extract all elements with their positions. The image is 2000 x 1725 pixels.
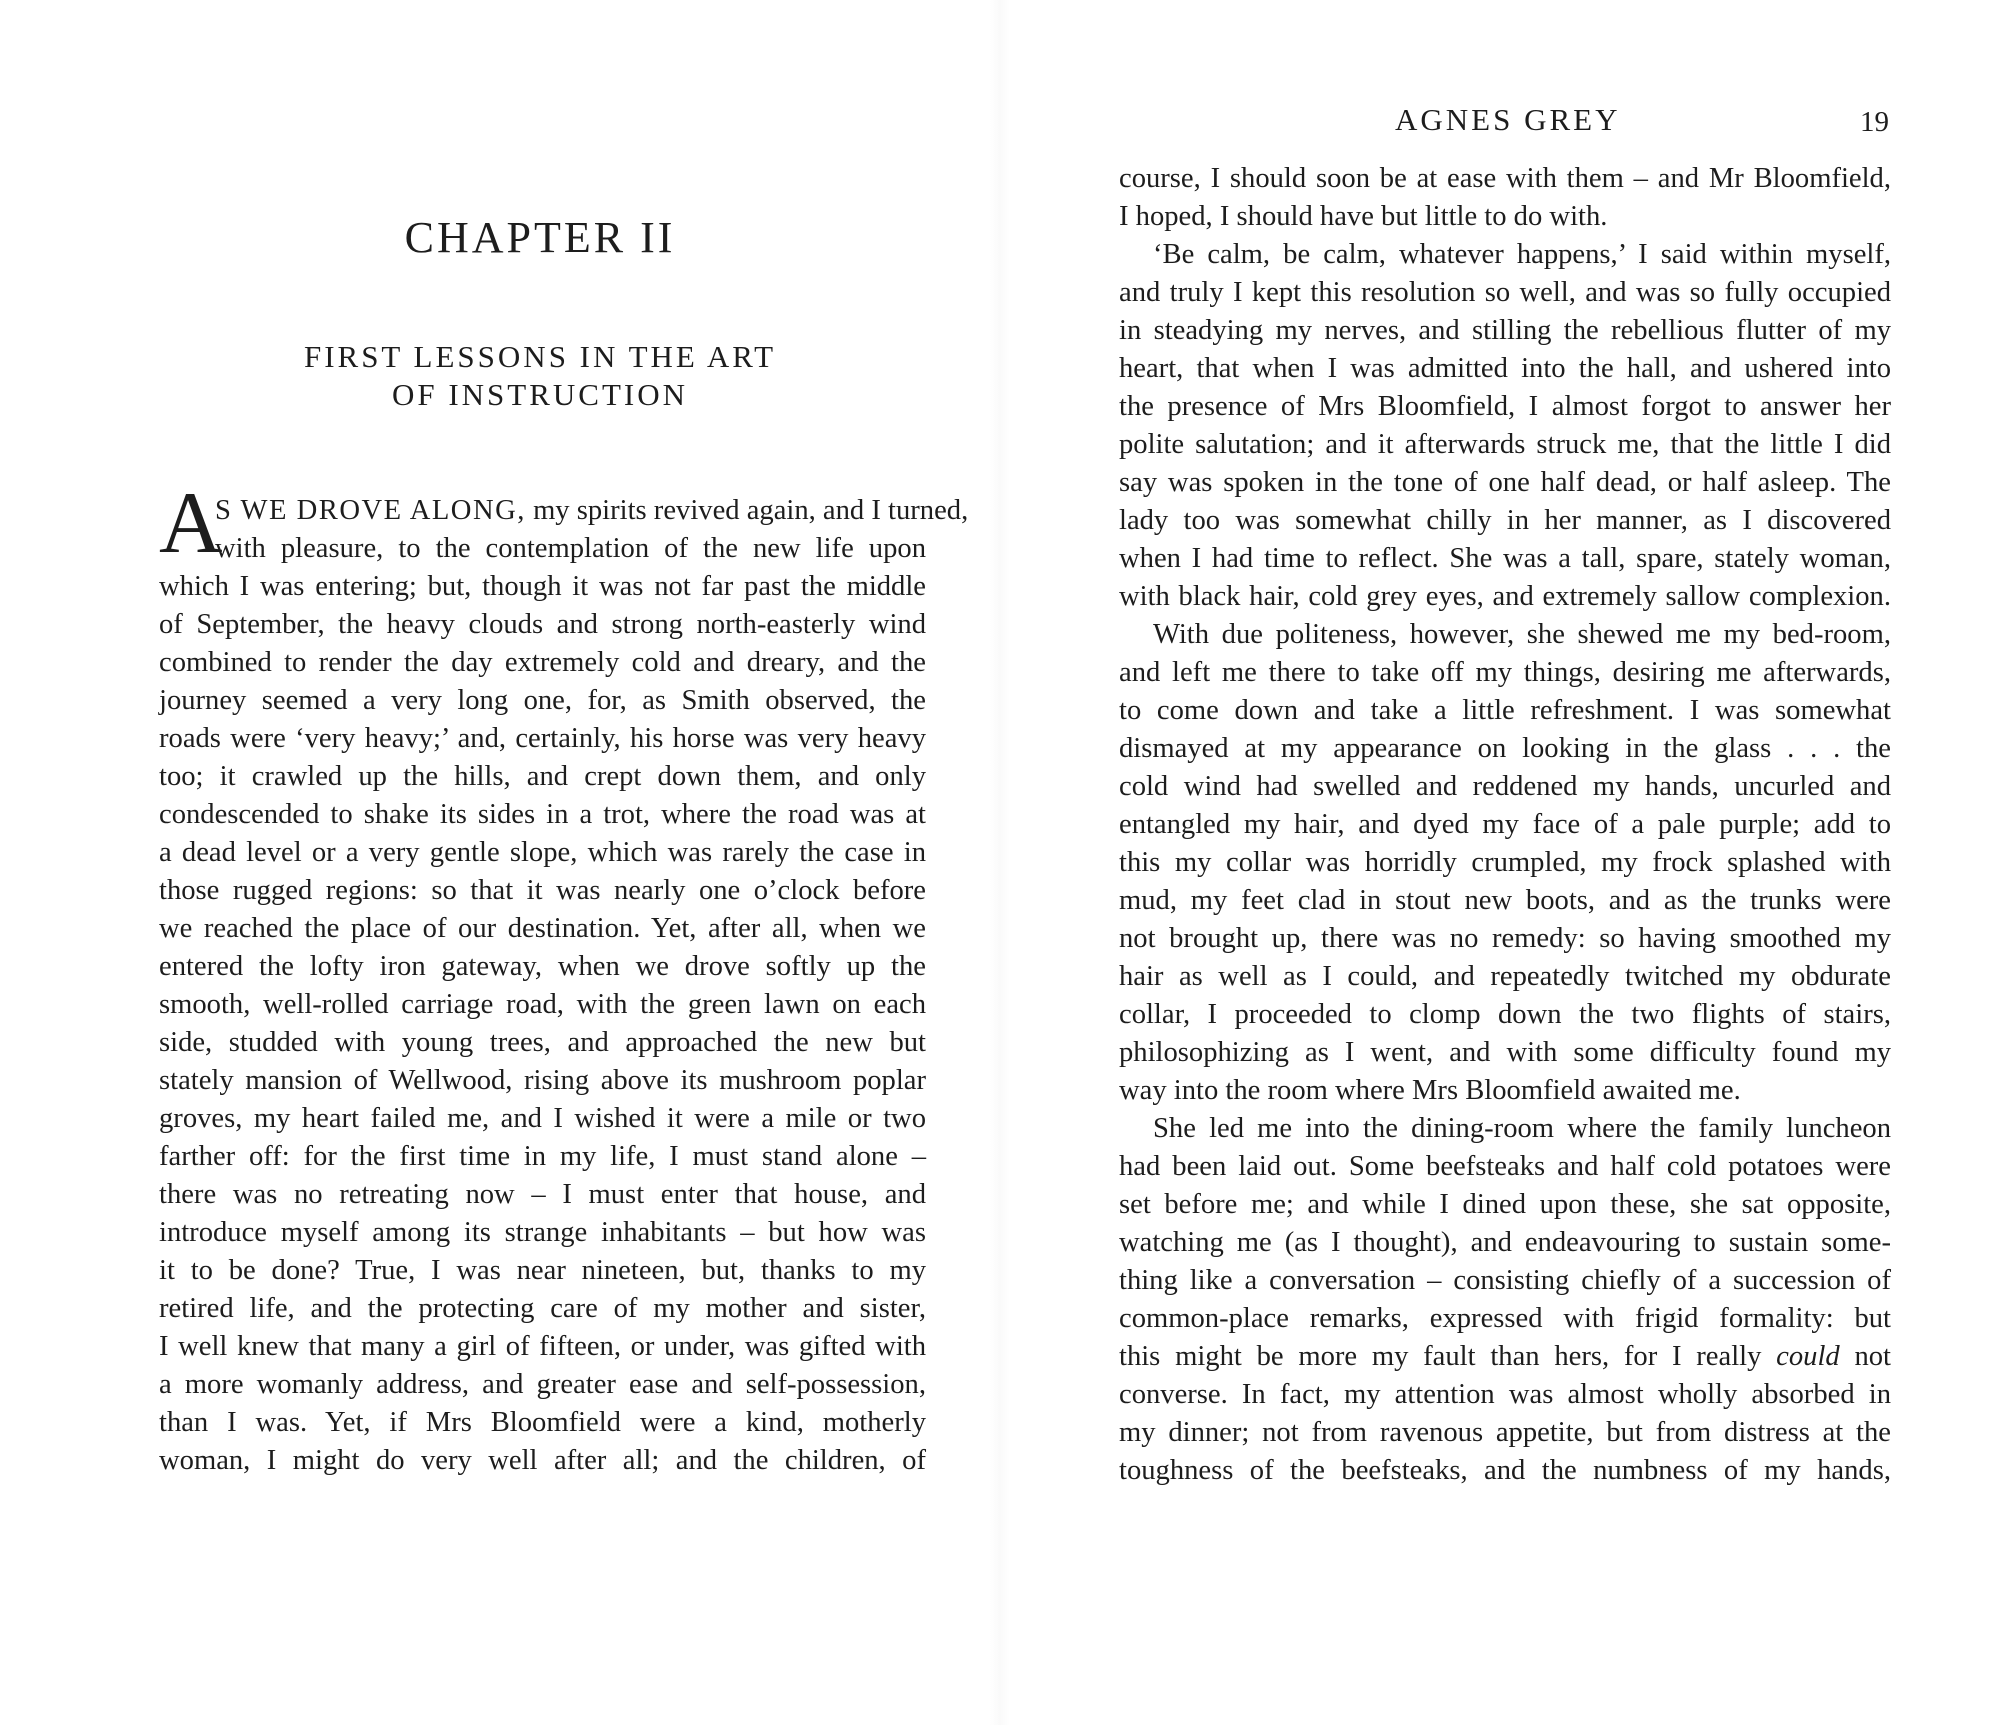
text-line: to come down and take a little refreshment. I was somewhat — [1119, 695, 1891, 726]
running-head: AGNES GREY — [1395, 102, 1621, 137]
text-line: entangled my hair, and dyed my face of a pale purple; add to — [1119, 809, 1891, 840]
text-line: stately mansion of Wellwood, rising above its mushroom poplar — [159, 1065, 926, 1096]
text-line: way into the room where Mrs Bloomfield awaited me. — [1119, 1075, 1741, 1106]
text-line: set before me; and while I dined upon these, she sat opposite, — [1119, 1189, 1891, 1220]
text-line: course, I should soon be at ease with them – and Mr Bloomfield, — [1119, 163, 1891, 194]
text-line: I well knew that many a girl of fifteen, or under, was gifted with — [159, 1331, 926, 1362]
text-line: entered the lofty iron gateway, when we drove softly up the — [159, 951, 926, 982]
text-line: and truly I kept this resolution so well, and was so fully occupied — [1119, 277, 1891, 308]
italic-emphasis: could — [1776, 1341, 1840, 1372]
text-line: my dinner; not from ravenous appetite, but from distress at the — [1119, 1417, 1891, 1448]
text-line: a dead level or a very gentle slope, which was rarely the case in — [159, 837, 926, 868]
body-text-right — [1119, 160, 1891, 1490]
text-line: dismayed at my appearance on looking in the glass . . . the — [1119, 733, 1891, 764]
text-line: with pleasure, to the contemplation of the new life upon — [215, 533, 926, 564]
text-line: mud, my feet clad in stout new boots, and as the trunks were — [1119, 885, 1891, 916]
text-line: not brought up, there was no remedy: so having smoothed my — [1119, 923, 1891, 954]
text-line: journey seemed a very long one, for, as Smith observed, the — [159, 685, 926, 716]
text-line: woman, I might do very well after all; and the children, of — [159, 1445, 926, 1476]
text-line: the presence of Mrs Bloomfield, I almost forgot to answer her — [1119, 391, 1891, 422]
text-line: I hoped, I should have but little to do with. — [1119, 201, 1608, 232]
text-line: With due politeness, however, she shewed me my bed-room, — [1153, 619, 1891, 650]
text-line: of September, the heavy clouds and strong north-easterly wind — [159, 609, 926, 640]
text-line: and left me there to take off my things, desiring me afterwards, — [1119, 657, 1891, 688]
text-line: philosophizing as I went, and with some difficulty found my — [1119, 1037, 1891, 1068]
text-line: common-place remarks, expressed with frigid formality: but — [1119, 1303, 1891, 1334]
text-line: in steadying my nerves, and stilling the rebellious flutter of my — [1119, 315, 1891, 346]
text-line: retired life, and the protecting care of my mother and sister, — [159, 1293, 926, 1324]
chapter-title: CHAPTER II — [404, 213, 676, 262]
text-line: side, studded with young trees, and approached the new but — [159, 1027, 926, 1058]
text-line: condescended to shake its sides in a trot, where the road was at — [159, 799, 926, 830]
text-line: S WE DROVE ALONG, my spirits revived again, and I turned, — [215, 495, 969, 526]
chapter-subtitle-line: FIRST LESSONS IN THE ART — [303, 339, 777, 374]
text-line: when I had time to reflect. She was a tall, spare, stately woman, — [1119, 543, 1891, 574]
text-line: this my collar was horridly crumpled, my frock splashed with — [1119, 847, 1891, 878]
chapter-subtitle — [240, 338, 840, 414]
text-line: which I was entering; but, though it was not far past the middle — [159, 571, 926, 602]
text-line: say was spoken in the tone of one half dead, or half asleep. The — [1119, 467, 1891, 498]
text-line: watching me (as I thought), and endeavouring to sustain some- — [1119, 1227, 1891, 1258]
text-line: lady too was somewhat chilly in her manner, as I discovered — [1119, 505, 1891, 536]
text-line: groves, my heart failed me, and I wished it were a mile or two — [159, 1103, 926, 1134]
text-line: too; it crawled up the hills, and crept down them, and only — [159, 761, 926, 792]
text-line: hair as well as I could, and repeatedly twitched my obdurate — [1119, 961, 1891, 992]
chapter-subtitle-line: OF INSTRUCTION — [391, 377, 689, 412]
text-line: with black hair, cold grey eyes, and extremely sallow complexion. — [1119, 581, 1891, 612]
text-line: roads were ‘very heavy;’ and, certainly, his horse was very heavy — [159, 723, 926, 754]
text-line: polite salutation; and it afterwards struck me, that the little I did — [1119, 429, 1891, 460]
text-line: than I was. Yet, if Mrs Bloomfield were a kind, motherly — [159, 1407, 926, 1438]
page-number: 19 — [1860, 106, 1889, 138]
text-line: we reached the place of our destination. Yet, after all, when we — [159, 913, 926, 944]
drop-cap: A — [159, 475, 223, 572]
text-line: collar, I proceeded to clomp down the two flights of stairs, — [1119, 999, 1891, 1030]
text-line: introduce myself among its strange inhabitants – but how was — [159, 1217, 926, 1248]
right-page — [1000, 0, 2000, 1725]
text-line: thing like a conversation – consisting chiefly of a succession of — [1119, 1265, 1891, 1296]
text-line: this might be more my fault than hers, for I really could not — [1119, 1341, 1891, 1372]
text-line: cold wind had swelled and reddened my hands, uncurled and — [1119, 771, 1891, 802]
text-line: a more womanly address, and greater ease and self-possession, — [159, 1369, 926, 1400]
text-line: those rugged regions: so that it was nearly one o’clock before — [159, 875, 926, 906]
text-line: smooth, well-rolled carriage road, with the green lawn on each — [159, 989, 926, 1020]
opening-small-caps: S WE DROVE ALONG, — [215, 495, 526, 526]
text-line: heart, that when I was admitted into the hall, and ushered into — [1119, 353, 1891, 384]
text-line: it to be done? True, I was near nineteen, but, thanks to my — [159, 1255, 926, 1286]
text-line: had been laid out. Some beefsteaks and half cold potatoes were — [1119, 1151, 1891, 1182]
text-line: ‘Be calm, be calm, whatever happens,’ I said within myself, — [1153, 239, 1891, 270]
text-line: combined to render the day extremely cold and dreary, and the — [159, 647, 926, 678]
text-line: converse. In fact, my attention was almost wholly absorbed in — [1119, 1379, 1891, 1410]
text-line: toughness of the beefsteaks, and the numbness of my hands, — [1119, 1455, 1891, 1486]
text-line: She led me into the dining-room where the family luncheon — [1153, 1113, 1891, 1144]
text-line: there was no retreating now – I must enter that house, and — [159, 1179, 926, 1210]
text-line: farther off: for the first time in my life, I must stand alone – — [159, 1141, 926, 1172]
body-text-left — [159, 492, 969, 1480]
